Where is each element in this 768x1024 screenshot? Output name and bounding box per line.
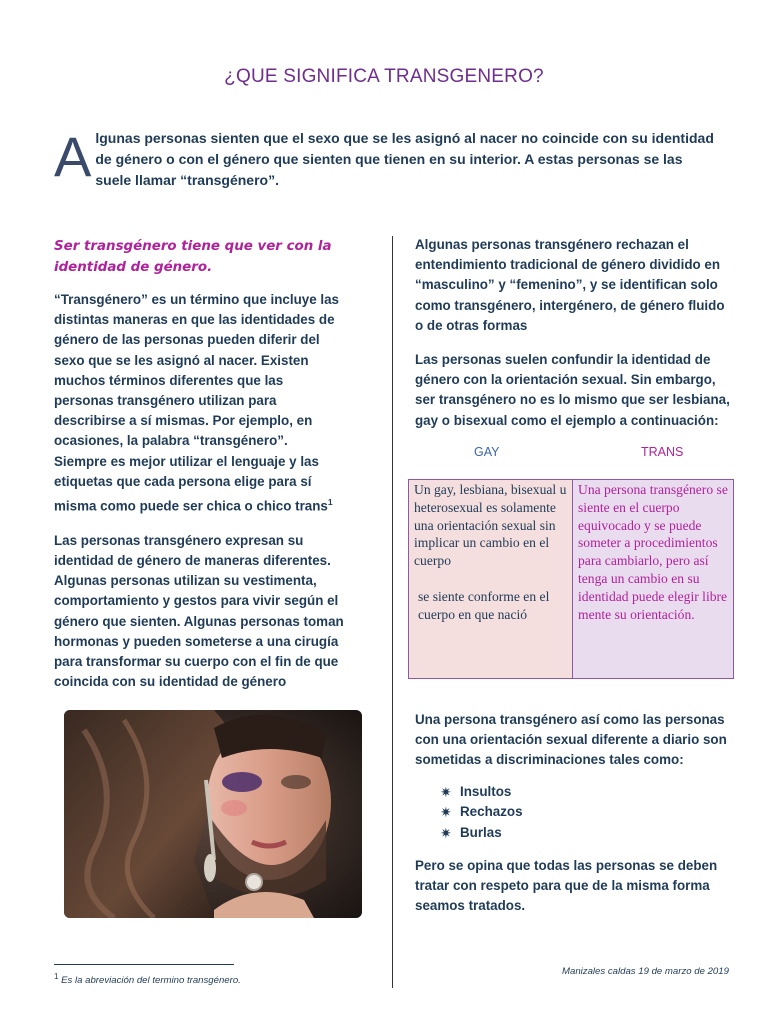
- drop-cap: A: [54, 125, 92, 188]
- dateline: Manizales caldas 19 de marzo de 2019: [562, 966, 729, 977]
- page-title: ¿QUE SIGNIFICA TRANSGENERO?: [224, 66, 544, 87]
- right-paragraph-1: Algunas personas transgénero rechazan el entendimiento tradicional de género dividido en “masculino” y “femenino”, y se identifican solo como transgénero, intergénero, de género fluido o de otras formas: [415, 237, 725, 333]
- trans-cell: Una persona transgénero se siente en el cuerpo equivocado y se puede someter a procedimientos para cambiarlo, pero así tenga un cambio en su identidad puede elegir libre mente su orientación.: [573, 480, 733, 678]
- right-column: [415, 235, 733, 445]
- gay-cell: [409, 480, 573, 678]
- list-item: [440, 802, 523, 822]
- list-item-label: Rechazos: [460, 804, 523, 820]
- footnote: [54, 972, 241, 986]
- gay-cell-text-2: se siente conforme en el cuerpo en que nació: [418, 588, 550, 622]
- left-column: [54, 236, 344, 706]
- portrait-photo: [64, 710, 362, 918]
- footnote-separator: [54, 964, 234, 965]
- intro-text: lgunas personas sienten que el sexo que se les asignó al nacer no coincide con su identidad de género o con el género que sienten que tienen en su interior. A estas personas se las suele llamar “transgénero”.: [95, 130, 714, 188]
- list-item-label: Burlas: [460, 824, 502, 840]
- left-paragraph-2: Las personas transgénero expresan su identidad de género de maneras diferentes. Algunas personas utilizan su vestimenta, comportamiento y gestos para vivir según el género que sienten. Algunas personas toman hormonas y pueden someterse a una cirugía para transformar su cuerpo con el fin de que coincida con su identidad de género: [54, 532, 344, 690]
- right-column-closing: [415, 856, 733, 931]
- right-column-lower: [415, 710, 733, 785]
- list-item: [440, 823, 523, 843]
- right-paragraph-4: Pero se opina que todas las personas se deben tratar con respeto para que de la misma forma seamos tratados.: [415, 858, 718, 914]
- footnote-reference[interactable]: 1: [327, 497, 333, 508]
- footnote-mark: 1: [54, 972, 59, 981]
- intro-paragraph: [54, 125, 714, 191]
- asterisk-bullet-icon: ✷: [440, 824, 452, 841]
- discrimination-list: [440, 782, 523, 843]
- gay-cell-text-1: Un gay, lesbiana, bisexual u heterosexual es solamente una orientación sexual sin implicar un cambio en el cuerpo: [414, 482, 567, 569]
- list-item: [440, 782, 523, 802]
- left-paragraph-1-text: “Transgénero” es un término que incluye las distintas maneras en que las identidades de género de las personas pueden diferir del sexo que se les asignó al nacer. Existen muchos términos diferentes que las personas transgénero utilizan para describirse a sí mismas. Por ejemplo, en ocasiones, la palabra “transgénero”. Siempre es mejor utilizar el lenguaje y las etiquetas que cada persona elige para sí misma como puede ser chica o chico trans: [54, 292, 340, 514]
- gay-column-heading: GAY: [474, 445, 500, 459]
- right-paragraph-2: Las personas suelen confundir la identidad de género con la orientación sexual. Sin embargo, ser transgénero no es lo mismo que ser lesbiana, gay o bisexual como el ejemplo a continuación:: [415, 352, 730, 428]
- asterisk-bullet-icon: ✷: [440, 804, 452, 821]
- footnote-text: Es la abreviación del termino transgénero.: [61, 975, 241, 987]
- asterisk-bullet-icon: ✷: [440, 784, 452, 800]
- column-divider: [392, 236, 393, 988]
- comparison-table: [408, 479, 734, 679]
- section-subheading: Ser transgénero tiene que ver con la identidad de género.: [54, 239, 332, 275]
- trans-column-heading: TRANS: [641, 445, 684, 459]
- left-paragraph-1: [54, 290, 344, 517]
- portrait-illustration: [64, 710, 362, 918]
- right-paragraph-3: Una persona transgénero así como las personas con una orientación sexual diferente a diario son sometidas a discriminaciones tales como:: [415, 712, 727, 768]
- list-item-label: Insultos: [460, 784, 512, 799]
